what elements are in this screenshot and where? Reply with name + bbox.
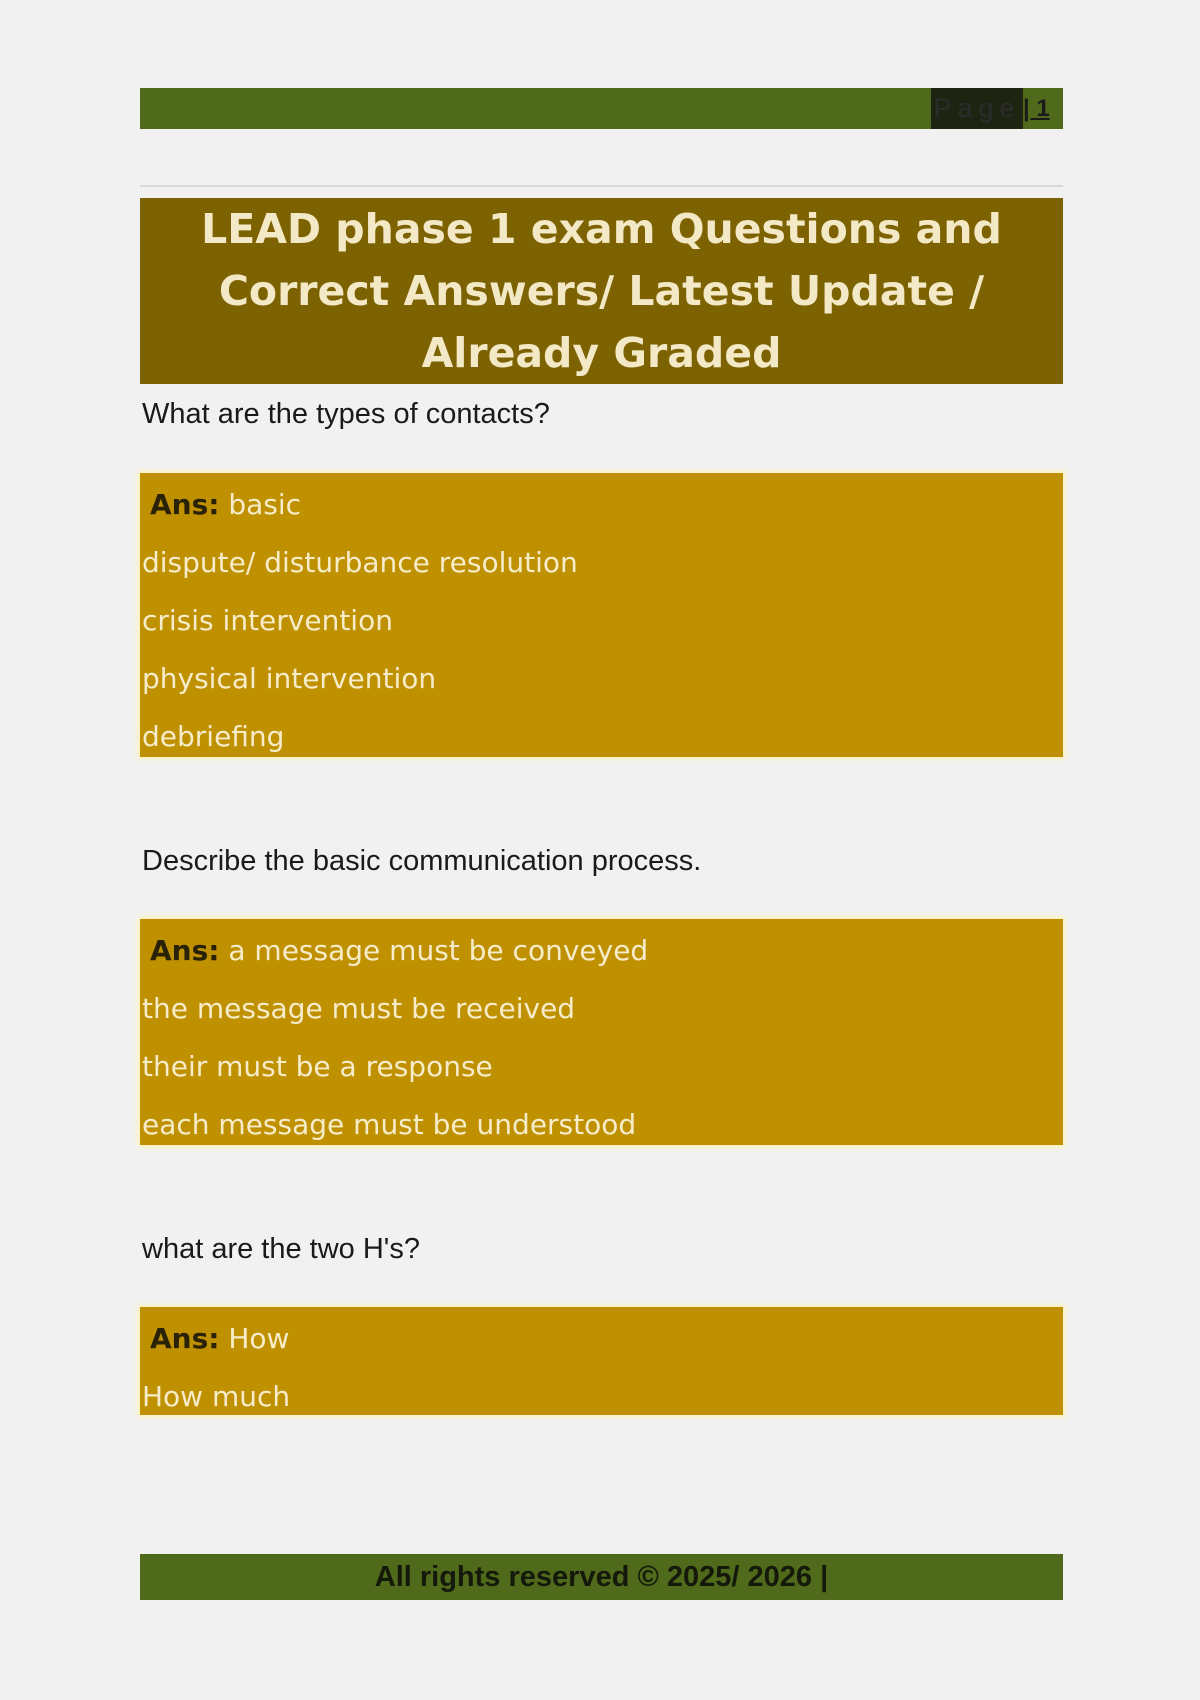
page-header-bar <box>140 88 1063 129</box>
answer-line: How much <box>142 1380 291 1413</box>
answer-line: their must be a response <box>142 1050 493 1083</box>
ans-label: Ans: <box>150 1322 220 1355</box>
divider <box>140 185 1063 187</box>
page-label: Page <box>933 93 1021 123</box>
answer-box-2 <box>140 919 1063 1145</box>
question-3: what are the two H's? <box>142 1233 420 1265</box>
page-number: | 1 <box>1023 94 1050 122</box>
question-2: Describe the basic communication process. <box>142 845 702 877</box>
answer-text: a message must be conveyed <box>228 934 649 967</box>
answer-line: debriefing <box>142 720 285 753</box>
answer-box-1 <box>140 473 1063 757</box>
answer-line: dispute/ disturbance resolution <box>142 546 578 579</box>
ans-label: Ans: <box>150 934 220 967</box>
answer-line: crisis intervention <box>142 604 393 637</box>
answer-text: basic <box>228 488 302 521</box>
page-label-box <box>931 88 1023 129</box>
answer-line: the message must be received <box>142 992 576 1025</box>
answer-box-3 <box>140 1307 1063 1415</box>
answer-line <box>140 1310 1063 1368</box>
footer-bar <box>140 1554 1063 1600</box>
answer-text: How <box>228 1322 290 1355</box>
answer-line <box>140 476 1063 534</box>
answer-line: physical intervention <box>142 662 437 695</box>
copyright-text: All rights reserved © 2025/ 2026 | <box>374 1560 829 1593</box>
document-title: LEAD phase 1 exam Questions and Correct Answers/ Latest Update / Already Graded <box>201 205 1002 377</box>
answer-line: each message must be understood <box>142 1108 637 1141</box>
question-1: What are the types of contacts? <box>142 398 550 430</box>
answer-line <box>140 922 1063 980</box>
title-box <box>140 198 1063 384</box>
ans-label: Ans: <box>150 488 220 521</box>
